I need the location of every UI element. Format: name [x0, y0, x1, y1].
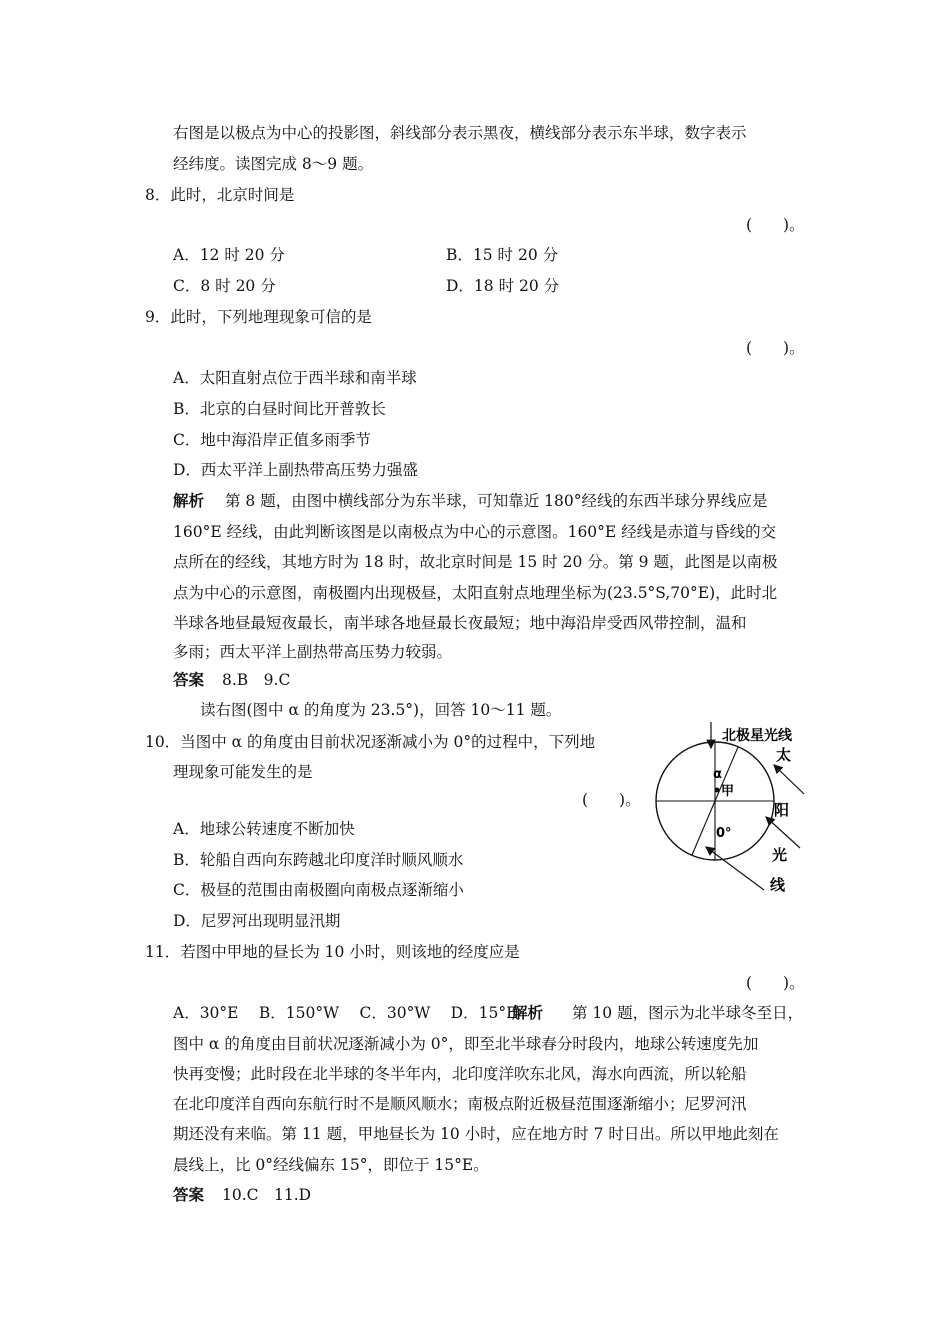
answer-1-label: 答案 — [173, 670, 205, 689]
analysis-1-line-4: 点为中心的示意图，南极圈内出现极昼，太阳直射点地理坐标为(23.5°S,70°E)，此时北 — [173, 584, 778, 602]
q10-answer-bracket: ( )。 — [582, 791, 641, 809]
q11-stem: 11．若图中甲地的昼长为 10 小时，则该地的经度应是 — [145, 943, 520, 961]
sun-label-1: 太 — [776, 746, 792, 764]
q10-option-c: C．极昼的范围由南极圈向南极点逐渐缩小 — [173, 881, 464, 899]
sun-ray-arrow-middle — [766, 817, 800, 848]
sun-label-4: 线 — [770, 876, 786, 894]
analysis-2-line-5: 晨线上，比 0°经线偏东 15°，即位于 15°E。 — [173, 1156, 489, 1174]
q8-option-b: B．15 时 20 分 — [446, 246, 559, 264]
q10-stem-line-2: 理现象可能发生的是 — [173, 763, 313, 781]
analysis-1-line-5: 半球各地昼最短夜最长，南半球各地昼最长夜最短；地中海沿岸受西风带控制，温和 — [173, 614, 747, 632]
analysis-2-line-1: 图中 α 的角度由目前状况逐渐减小为 0°，即至北半球春分时段内，地球公转速度先加 — [173, 1035, 759, 1053]
q10-stem-line-1: 10．当图中 α 的角度由目前状况逐渐减小为 0°的过程中，下列地 — [145, 733, 596, 751]
sun-ray-arrow-lower — [706, 847, 764, 890]
q8-option-a: A．12 时 20 分 — [173, 246, 285, 264]
q9-stem: 9．此时，下列地理现象可信的是 — [145, 308, 372, 326]
q9-option-c: C．地中海沿岸正值多雨季节 — [173, 431, 371, 449]
analysis-2-first: 第 10 题，图示为北半球冬至日， — [572, 1004, 804, 1022]
analysis-2-label: 解析 — [512, 1003, 544, 1022]
q9-option-d: D．西太平洋上副热带高压势力强盛 — [173, 461, 418, 479]
alpha-label: α — [713, 767, 722, 782]
q10-option-a: A．地球公转速度不断加快 — [173, 820, 355, 838]
sun-label-2: 阳 — [774, 801, 790, 819]
q10-option-d: D．尼罗河出现明显汛期 — [173, 912, 341, 930]
analysis-1-line-2: 160°E 经线，由此判断该图是以南极点为中心的示意图。160°E 经线是赤道与昏线的交 — [173, 523, 777, 541]
sun-label-3: 光 — [772, 846, 788, 864]
q8-option-c: C．8 时 20 分 — [173, 277, 276, 295]
intro-line-2: 经纬度。读图完成 8～9 题。 — [173, 155, 374, 173]
zero-degree-label: 0° — [716, 826, 732, 841]
q9-option-a: A．太阳直射点位于西半球和南半球 — [173, 369, 417, 387]
polaris-label: 北极星光线 — [722, 728, 792, 744]
q9-option-b: B．北京的白昼时间比开普敦长 — [173, 400, 386, 418]
q8-option-d: D．18 时 20 分 — [446, 277, 560, 295]
analysis-2-line-3: 在北印度洋自西向东航行时不是顺风顺水；南极点附近极昼范围逐渐缩小；尼罗河汛 — [173, 1095, 747, 1113]
earth-illumination-figure — [650, 718, 820, 900]
answer-1-text: 8.B 9.C — [222, 671, 291, 689]
q8-stem: 8．此时，北京时间是 — [145, 186, 295, 204]
analysis-2-line-2: 快再变慢；此时段在北半球的冬半年内，北印度洋吹东北风，海水向西流，所以轮船 — [173, 1065, 747, 1083]
analysis-1-line-6: 多雨；西太平洋上副热带高压势力较弱。 — [173, 643, 453, 661]
answer-2-label: 答案 — [173, 1185, 205, 1204]
sun-ray-arrow-upper — [774, 765, 804, 794]
analysis-1-label: 解析 — [173, 491, 205, 510]
q10-option-b: B．轮船自西向东跨越北印度洋时顺风顺水 — [173, 851, 464, 869]
intro-line-1: 右图是以极点为中心的投影图，斜线部分表示黑夜，横线部分表示东半球，数字表示 — [173, 124, 747, 142]
q11-answer-bracket: ( )。 — [746, 974, 805, 992]
analysis-2-line-4: 期还没有来临。第 11 题，甲地昼长为 10 小时，应在地方时 7 时日出。所以甲地此刻在 — [173, 1125, 779, 1143]
q9-answer-bracket: ( )。 — [746, 339, 805, 357]
analysis-1-line-3: 点所在的经线，其地方时为 18 时，故北京时间是 15 时 20 分。第 9 题，此图是以南极 — [173, 553, 778, 571]
intro-2: 读右图(图中 α 的角度为 23.5°)，回答 10～11 题。 — [200, 701, 562, 719]
q11-options: A．30°E B．150°W C．30°W D．15°E — [173, 1004, 518, 1022]
point-jia — [715, 788, 720, 793]
analysis-1-line-1: 第 8 题，由图中横线部分为东半球，可知靠近 180°经线的东西半球分界线应是 — [225, 492, 768, 510]
q8-answer-bracket: ( )。 — [746, 216, 805, 234]
answer-2-text: 10.C 11.D — [222, 1186, 312, 1204]
jia-label: 甲 — [721, 784, 735, 799]
